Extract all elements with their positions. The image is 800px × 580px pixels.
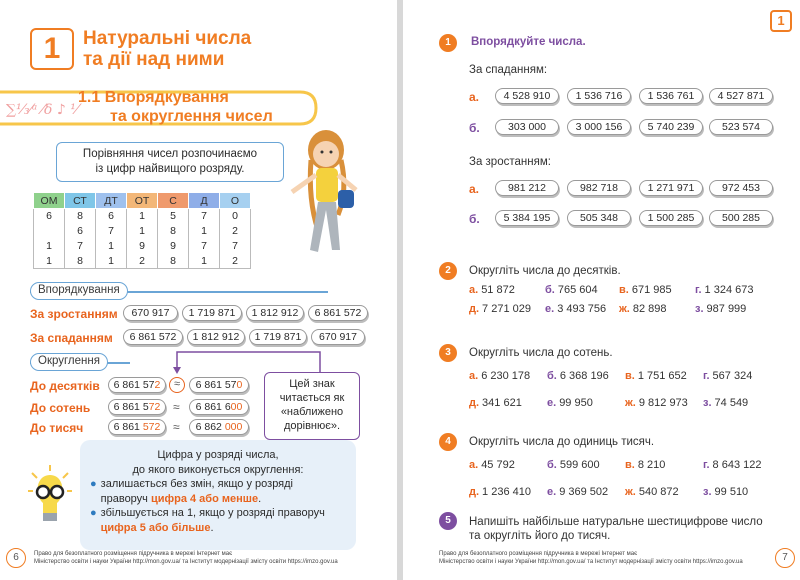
rank-cell: 1	[189, 254, 220, 269]
rank-header: С	[158, 193, 189, 209]
task-number: 2	[439, 262, 457, 280]
speech-bubble: Порівняння чисел розпочинаємо із цифр найвищого розряду.	[56, 142, 284, 182]
approx-note: Цей знак читається як «наближено дорівнює».	[264, 372, 360, 440]
task-title: Округліть числа до десятків.	[469, 265, 621, 277]
rank-cell: 0	[220, 209, 251, 224]
round-row-label: До сотень	[30, 401, 91, 415]
desc-value: 670 917	[311, 329, 365, 345]
asc-value: 670 917	[123, 305, 178, 321]
number-card: 981 212	[495, 180, 559, 196]
lightbulb-icon	[28, 465, 72, 529]
rank-row	[34, 209, 251, 224]
number-card: 972 453	[709, 180, 773, 196]
rank-cell: 2	[220, 224, 251, 239]
rank-cell: 7	[96, 224, 127, 239]
approx-symbol-highlighted: ≈	[169, 377, 185, 393]
rank-header: СТ	[65, 193, 96, 209]
round-to: 6 861 570	[189, 377, 249, 393]
exercise-item: ж. 82 898	[619, 303, 667, 315]
number-card: 1 500 285	[639, 210, 703, 226]
exercise-item: в. 1 751 652	[625, 370, 687, 382]
desc-value: 6 861 572	[123, 329, 183, 345]
number-card: 5 384 195	[495, 210, 559, 226]
rank-cell: 6	[34, 209, 65, 224]
exercise-item: е. 9 369 502	[547, 486, 609, 498]
exercise-item: в. 8 210	[625, 459, 666, 471]
round-from: 6 861 572	[108, 399, 166, 415]
exercise-item: в. 671 985	[619, 284, 672, 296]
rank-cell: 8	[158, 224, 189, 239]
desc-value: 1 719 871	[249, 329, 307, 345]
rank-cell: 7	[220, 239, 251, 254]
round-row-label: До десятків	[30, 379, 100, 393]
desc-label: За спаданням:	[469, 64, 548, 76]
exercise-item: а. 45 792	[469, 459, 515, 471]
exercise-item: е. 3 493 756	[545, 303, 607, 315]
rank-cell: 9	[158, 239, 189, 254]
ordering-label: Впорядкування	[30, 282, 128, 300]
task-title: Напишіть найбільше натуральне шестицифрове число та округліть його до тисяч.	[469, 516, 763, 542]
round-to: 6 862 000	[189, 419, 249, 435]
section-title: 1.1 Впорядкування та округлення чисел	[78, 89, 273, 125]
row-label: а.	[469, 90, 480, 104]
round-row-label: До тисяч	[30, 421, 84, 435]
right-page	[403, 0, 800, 580]
exercise-item: г. 8 643 122	[703, 459, 762, 471]
round-from: 6 861 572	[108, 419, 166, 435]
number-card: 982 718	[567, 180, 631, 196]
number-card: 4 528 910	[495, 88, 559, 104]
approx-symbol: ≈	[173, 400, 180, 414]
exercise-item: а. 6 230 178	[469, 370, 531, 382]
page-number: 6	[6, 548, 26, 568]
chapter-number: 1	[30, 28, 74, 70]
exercise-item: а. 51 872	[469, 284, 515, 296]
round-from: 6 861 572	[108, 377, 166, 393]
exercise-item: г. 1 324 673	[695, 284, 754, 296]
rank-header: Д	[189, 193, 220, 209]
rounding-label: Округлення	[30, 353, 108, 371]
left-page	[0, 0, 397, 580]
rank-cell: 1	[127, 224, 158, 239]
task-title: Округліть числа до сотень.	[469, 347, 613, 359]
exercise-item: б. 599 600	[547, 459, 600, 471]
number-card: 3 000 156	[567, 119, 631, 135]
exercise-item: е. 99 950	[547, 397, 593, 409]
number-card: 4 527 871	[709, 88, 773, 104]
rank-row	[34, 239, 251, 254]
rank-cell: 1	[34, 254, 65, 269]
rank-cell: 9	[127, 239, 158, 254]
exercise-item: д. 1 236 410	[469, 486, 531, 498]
rank-cell: 1	[96, 239, 127, 254]
rank-cell: 7	[189, 209, 220, 224]
rank-cell: 6	[96, 209, 127, 224]
digit-rank-table	[33, 192, 251, 269]
rank-cell: 2	[127, 254, 158, 269]
girl-illustration	[278, 120, 378, 270]
row-label: б.	[469, 212, 480, 226]
task-number: 5	[439, 512, 457, 530]
exercise-item: б. 765 604	[545, 284, 598, 296]
rank-cell: 7	[65, 239, 96, 254]
task-title: Впорядкуйте числа.	[471, 36, 586, 48]
number-card: 303 000	[495, 119, 559, 135]
task-title: Округліть числа до одиниць тисяч.	[469, 436, 655, 448]
rank-cell: 5	[158, 209, 189, 224]
chapter-title: Натуральні числа та дії над ними	[83, 28, 252, 70]
task-number: 1	[439, 34, 457, 52]
task-number: 3	[439, 344, 457, 362]
rank-cell: 1	[189, 224, 220, 239]
task-number: 4	[439, 433, 457, 451]
rule-bullet: ● залишається без змін, якщо у розряді праворуч цифра 4 або менше.	[90, 478, 294, 505]
rank-cell: 8	[158, 254, 189, 269]
exercise-item: г. 567 324	[703, 370, 753, 382]
exercise-item: ж. 540 872	[625, 486, 679, 498]
number-card: 1 536 761	[639, 88, 703, 104]
exercise-item: з. 987 999	[695, 303, 747, 315]
rank-cell: 7	[189, 239, 220, 254]
rank-cell	[34, 224, 65, 239]
rule-bullet: ● збільшується на 1, якщо у розряді праворуч цифра 5 або більше.	[90, 507, 325, 534]
exercise-item: д. 341 621	[469, 397, 522, 409]
number-card: 5 740 239	[639, 119, 703, 135]
rank-cell: 6	[65, 224, 96, 239]
ascending-label: За зростанням	[30, 307, 118, 321]
rank-row	[34, 254, 251, 269]
descending-label: За спаданням	[30, 331, 113, 345]
exercise-item: з. 74 549	[703, 397, 749, 409]
asc-value: 1 719 871	[182, 305, 242, 321]
rank-cell: 8	[65, 254, 96, 269]
row-label: а.	[469, 182, 480, 196]
rounding-rule-box: Цифра у розряді числа, до якого виконується округлення: ● залишається без змін, якщо у розряді праворуч цифра 4 або менше. ● збільшується на 1, якщо у розряді праворуч цифра 5 або більше.	[80, 440, 356, 550]
chapter-number: 1	[770, 10, 792, 32]
rank-cell: 2	[220, 254, 251, 269]
doodle-decoration: ∑⅓⁄ᵃ ⁄δ ♪ ⅟	[6, 102, 79, 118]
approx-symbol: ≈	[173, 420, 180, 434]
asc-label: За зростанням:	[469, 156, 551, 168]
desc-value: 1 812 912	[187, 329, 245, 345]
rank-row	[34, 224, 251, 239]
page-footer: Право для безоплатного розміщення підручника в мережі Інтернет має Міністерство освіти і науки України http://mon.gov.ua/ та Інститут модернізації змісту освіти https://imzo.gov.ua	[34, 551, 338, 565]
rank-header: ОТ	[127, 193, 158, 209]
row-label: б.	[469, 121, 480, 135]
number-card: 500 285	[709, 210, 773, 226]
rank-header: О	[220, 193, 251, 209]
rank-cell: 8	[65, 209, 96, 224]
rank-header: ОМ	[34, 193, 65, 209]
asc-value: 1 812 912	[246, 305, 304, 321]
exercise-item: ж. 9 812 973	[625, 397, 688, 409]
rank-cell: 1	[96, 254, 127, 269]
exercise-item: д. 7 271 029	[469, 303, 531, 315]
page-number: 7	[775, 548, 795, 568]
page-footer: Право для безоплатного розміщення підручника в мережі Інтернет має Міністерство освіти і науки України http://mon.gov.ua/ та Інститут модернізації змісту освіти https://imzo.gov.ua	[439, 551, 743, 565]
number-card: 505 348	[567, 210, 631, 226]
number-card: 1 271 971	[639, 180, 703, 196]
number-card: 1 536 716	[567, 88, 631, 104]
rank-header: ДТ	[96, 193, 127, 209]
number-card: 523 574	[709, 119, 773, 135]
asc-value: 6 861 572	[308, 305, 368, 321]
rank-cell: 1	[127, 209, 158, 224]
round-to: 6 861 600	[189, 399, 249, 415]
exercise-item: з. 99 510	[703, 486, 749, 498]
exercise-item: б. 6 368 196	[547, 370, 609, 382]
rank-cell: 1	[34, 239, 65, 254]
